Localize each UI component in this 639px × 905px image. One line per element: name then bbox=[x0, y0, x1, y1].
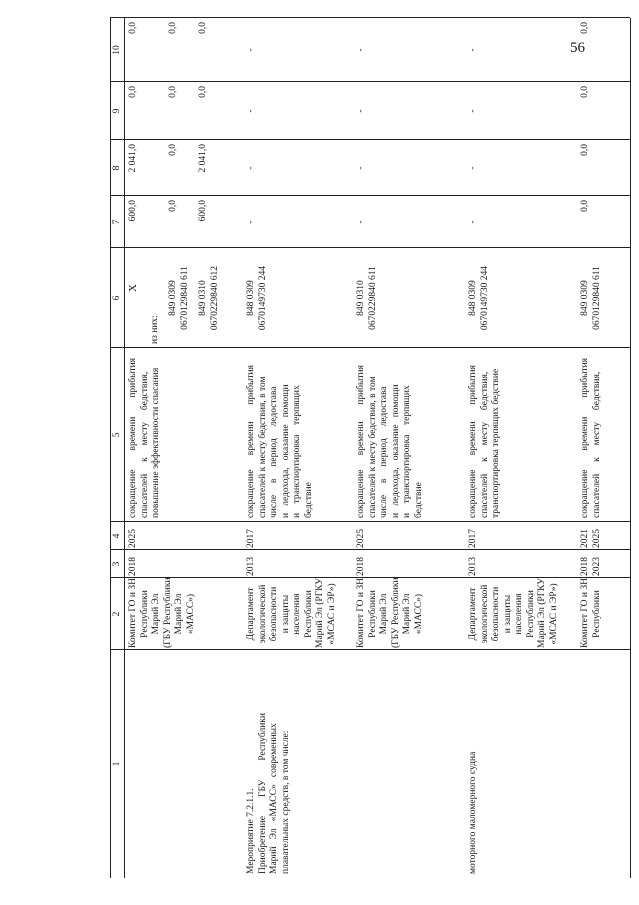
rotated-table bbox=[110, 18, 630, 878]
row3-activity: моторного маломерного судна bbox=[468, 751, 478, 874]
row1-v9: - bbox=[246, 109, 256, 113]
row3-v9: - bbox=[468, 109, 478, 113]
row0-v7-b: 600,0 bbox=[198, 200, 208, 222]
col-divider-7 bbox=[110, 195, 630, 196]
row4-v7: 0,0 bbox=[580, 200, 590, 212]
col-header-10: 10 bbox=[112, 45, 122, 55]
row0-v9-total: 0,0 bbox=[128, 86, 138, 98]
row0-v7-a: 0,0 bbox=[168, 200, 178, 212]
row4-v10: 0,0 bbox=[580, 22, 590, 34]
col-header-3: 3 bbox=[112, 561, 122, 567]
row0-v8-a: 0,0 bbox=[168, 144, 178, 156]
col-divider-1 bbox=[110, 649, 630, 650]
row4-kbk: 849 0309 0670129840 611 bbox=[580, 266, 602, 330]
col-divider-9 bbox=[110, 81, 630, 82]
row2-result: сокращение времени прибытия спасателей к месту бедствия, в том числе в период ледостава и ледохода, оказание помощи и транспортировка терпящих бедствие bbox=[356, 365, 424, 518]
row2-v7: - bbox=[356, 220, 366, 224]
row1-result: сокращение времени прибытия спасателей к месту бедствия, в том числе в период ледостава и ледохода, оказание помощи и транспортировка терпящих бедствие bbox=[246, 365, 314, 518]
row3-v8: - bbox=[468, 166, 478, 170]
col-divider-4 bbox=[110, 521, 630, 522]
row3-executor: Департамент экологической безопасности и защиты населения Республики Марий Эл (РГКУ «МСАС и ЭР») bbox=[468, 577, 559, 648]
row4-result: сокращение времени прибытия спасателей к месту бедствия, bbox=[580, 357, 602, 518]
row2-v10: - bbox=[356, 48, 366, 52]
row2-executor: Комитет ГО и ЗН Республики Марий Эл (ГБУ Республики Марий Эл «МАСС») bbox=[356, 577, 424, 648]
col-header-9: 9 bbox=[112, 108, 122, 114]
row1-kbk: 848 0309 0670149730 244 bbox=[246, 265, 268, 331]
row3-end: 2017 bbox=[468, 529, 478, 548]
row0-kbk-of-which: из них: bbox=[150, 315, 160, 344]
col-divider-6 bbox=[110, 247, 630, 248]
row0-v10-b: 0,0 bbox=[198, 22, 208, 34]
row0-v9-b: 0,0 bbox=[198, 86, 208, 98]
row2-kbk: 849 0310 0670229840 611 bbox=[356, 266, 378, 330]
row0-kbk-2: 849 0310 0670229840 612 bbox=[198, 265, 220, 331]
row1-start: 2013 bbox=[246, 557, 256, 576]
col-divider-10 bbox=[110, 17, 630, 18]
row0-v7-total: 600,0 bbox=[128, 200, 138, 222]
row0-v10-total: 0,0 bbox=[128, 22, 138, 34]
row4-v9: 0,0 bbox=[580, 86, 590, 98]
row0-v8-total: 2 041,0 bbox=[128, 144, 138, 173]
row0-kbk-x: X bbox=[127, 284, 139, 292]
row1-v7: - bbox=[246, 220, 256, 224]
row2-v9: - bbox=[356, 109, 366, 113]
row0-v8-b: 2 041,0 bbox=[198, 144, 208, 173]
row0-end: 2025 bbox=[128, 529, 138, 548]
row1-end: 2017 bbox=[246, 529, 256, 548]
row0-result: сокращение времени прибытия спасателей к месту бедствия, повышение эффективности спасания bbox=[128, 357, 161, 518]
row1-v10: - bbox=[246, 48, 256, 52]
row2-end: 2025 bbox=[356, 529, 366, 548]
row4-executor: Комитет ГО и ЗН Республики bbox=[580, 578, 602, 648]
row1-executor: Департамент экологической безопасности и защиты населения Республики Марий Эл (РГКУ «МСАС и ЭР») bbox=[246, 577, 337, 648]
table-top-border bbox=[110, 18, 111, 878]
row3-v10: - bbox=[468, 48, 478, 52]
col-header-4: 4 bbox=[112, 533, 122, 539]
row4-v8: 0,0 bbox=[580, 144, 590, 156]
row3-kbk: 848 0309 0670149730 244 bbox=[468, 265, 490, 331]
row1-v8: - bbox=[246, 166, 256, 170]
table-bottom-border bbox=[630, 18, 631, 878]
row2-start: 2018 bbox=[356, 557, 366, 576]
col-header-7: 7 bbox=[112, 219, 122, 225]
row3-start: 2013 bbox=[468, 557, 478, 576]
row3-result: сокращение времени прибытия спасателей к месту бедствия, транспортировка терпящих бедствие bbox=[468, 365, 501, 518]
row4-start: 2018 2023 bbox=[580, 557, 602, 576]
header-bottom-border bbox=[124, 18, 125, 878]
col-header-6: 6 bbox=[112, 295, 122, 301]
col-header-2: 2 bbox=[112, 611, 122, 617]
row0-v10-a: 0,0 bbox=[168, 22, 178, 34]
col-divider-3 bbox=[110, 549, 630, 550]
row0-v9-a: 0,0 bbox=[168, 86, 178, 98]
row2-v8: - bbox=[356, 166, 366, 170]
col-divider-2 bbox=[110, 577, 630, 578]
col-header-5: 5 bbox=[112, 432, 122, 438]
row0-start: 2018 bbox=[128, 557, 138, 576]
row4-end: 2021 2025 bbox=[580, 529, 602, 548]
page-number: 56 bbox=[570, 40, 585, 56]
col-header-1: 1 bbox=[112, 761, 122, 767]
row0-kbk-1: 849 0309 0670129840 611 bbox=[168, 266, 190, 330]
col-header-8: 8 bbox=[112, 165, 122, 171]
row3-v7: - bbox=[468, 220, 478, 224]
col-divider-8 bbox=[110, 139, 630, 140]
row0-executor: Комитет ГО и ЗН Республики Марий Эл (ГБУ Республики Марий Эл «МАСС») bbox=[128, 577, 196, 648]
row1-activity: Мероприятие 7.2.1.1. Приобретение ГБУ Республики Марий Эл «МАСС» современных плавательных средств, в том числе: bbox=[246, 713, 291, 874]
col-divider-5 bbox=[110, 347, 630, 348]
